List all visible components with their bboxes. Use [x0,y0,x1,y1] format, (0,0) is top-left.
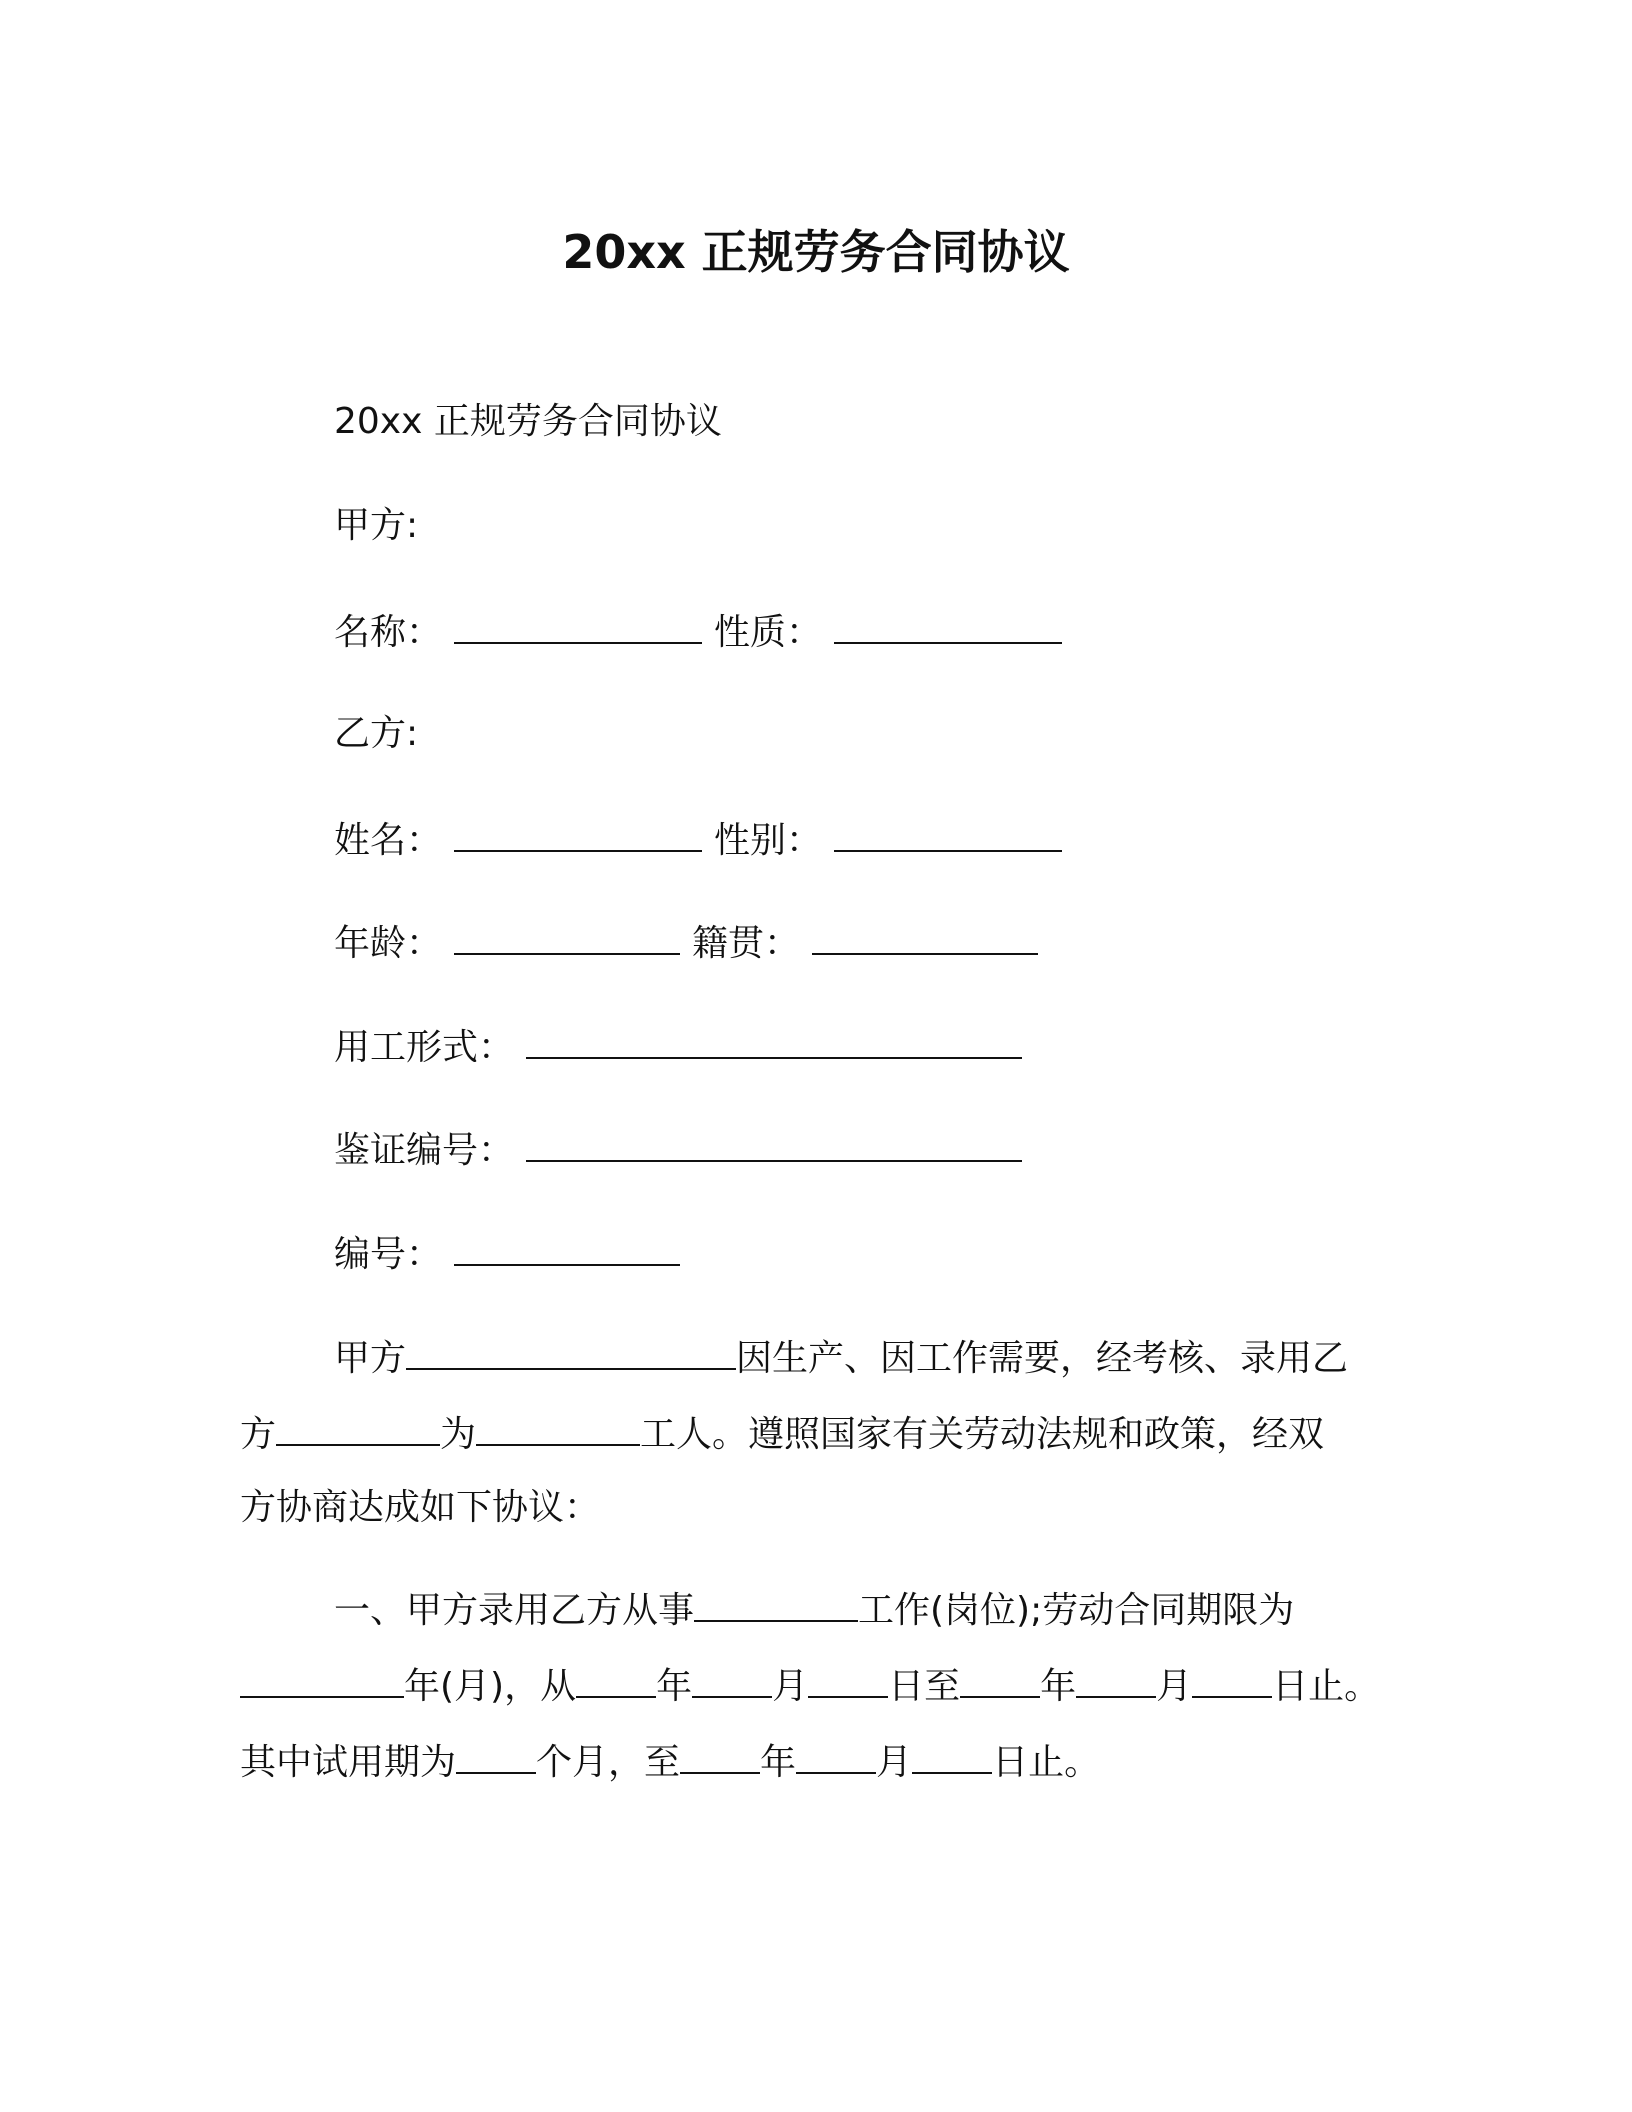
clause-1-line-3 [240,1734,1100,1789]
certification-no-label: 鉴证编号： [334,1130,515,1171]
start-year-blank[interactable] [576,1658,656,1698]
number-row [334,1226,680,1281]
intro-text: 因生产、因工作需要，经考核、录用乙 [736,1338,1349,1379]
party-b-name-row [334,812,1062,867]
job-position-blank[interactable] [694,1582,858,1622]
start-month-blank[interactable] [692,1658,772,1698]
certification-no-blank[interactable] [526,1122,1022,1162]
probation-months-blank[interactable] [456,1734,536,1774]
probation-end-day-blank[interactable] [912,1734,992,1774]
surname-blank[interactable] [454,812,702,852]
party-b-age-row [334,915,1038,970]
document-subtitle: 20xx 正规劳务合同协议 [334,401,722,442]
age-blank[interactable] [454,915,680,955]
end-year-blank[interactable] [960,1658,1040,1698]
employment-form-label: 用工形式： [334,1027,515,1068]
intro-text: 甲方 [334,1338,407,1379]
clause-text: 个月，至 [536,1742,681,1783]
name-blank[interactable] [454,604,702,644]
end-day-blank[interactable] [1192,1658,1272,1698]
native-place-label: 籍贯： [692,923,801,964]
certification-no-row [334,1122,1022,1177]
end-month-blank[interactable] [1076,1658,1156,1698]
party-a-heading: 甲方: [334,505,419,546]
employment-form-blank[interactable] [526,1019,1022,1059]
party-b-name-blank[interactable] [276,1406,440,1446]
intro-text: 为 [440,1414,477,1455]
clause-text: 年 [656,1666,693,1707]
contract-term-blank[interactable] [240,1658,404,1698]
intro-text: 方 [240,1414,277,1455]
employment-form-row [334,1019,1022,1074]
intro-text: 工人。遵照国家有关劳动法规和政策，经双 [640,1414,1325,1455]
clause-text: 月 [772,1666,809,1707]
party-a-name-row [334,604,1062,659]
nature-blank[interactable] [834,604,1062,644]
clause-text: 日止。 [992,1742,1101,1783]
clause-1-line-1 [334,1582,1294,1637]
clause-text: 其中试用期为 [240,1742,457,1783]
probation-end-month-blank[interactable] [796,1734,876,1774]
worker-type-blank[interactable] [476,1406,640,1446]
age-label: 年龄： [334,923,443,964]
clause-text: 月 [876,1742,913,1783]
clause-text: 工作(岗位);劳动合同期限为 [858,1590,1295,1631]
nature-label: 性质： [714,612,823,653]
clause-text: 一、甲方录用乙方从事 [334,1590,695,1631]
clause-text: 年 [760,1742,797,1783]
intro-line-2 [240,1406,1324,1461]
intro-line-1 [334,1330,1348,1385]
clause-text: 月 [1156,1666,1193,1707]
clause-text: 日止。 [1272,1666,1381,1707]
gender-label: 性别： [714,820,823,861]
number-blank[interactable] [454,1226,680,1266]
gender-blank[interactable] [834,812,1062,852]
document-title: 20xx 正规劳务合同协议 [562,225,1070,279]
start-day-blank[interactable] [808,1658,888,1698]
clause-text: 年(月)，从 [404,1666,577,1707]
party-a-name-blank[interactable] [406,1330,736,1370]
clause-text: 年 [1040,1666,1077,1707]
clause-text: 日至 [888,1666,961,1707]
intro-line-3: 方协商达成如下协议： [240,1487,601,1528]
native-place-blank[interactable] [812,915,1038,955]
number-label: 编号： [334,1234,443,1275]
name-label: 名称： [334,612,443,653]
surname-label: 姓名： [334,820,443,861]
clause-1-line-2 [240,1658,1380,1713]
party-b-heading: 乙方: [334,713,419,754]
probation-end-year-blank[interactable] [680,1734,760,1774]
